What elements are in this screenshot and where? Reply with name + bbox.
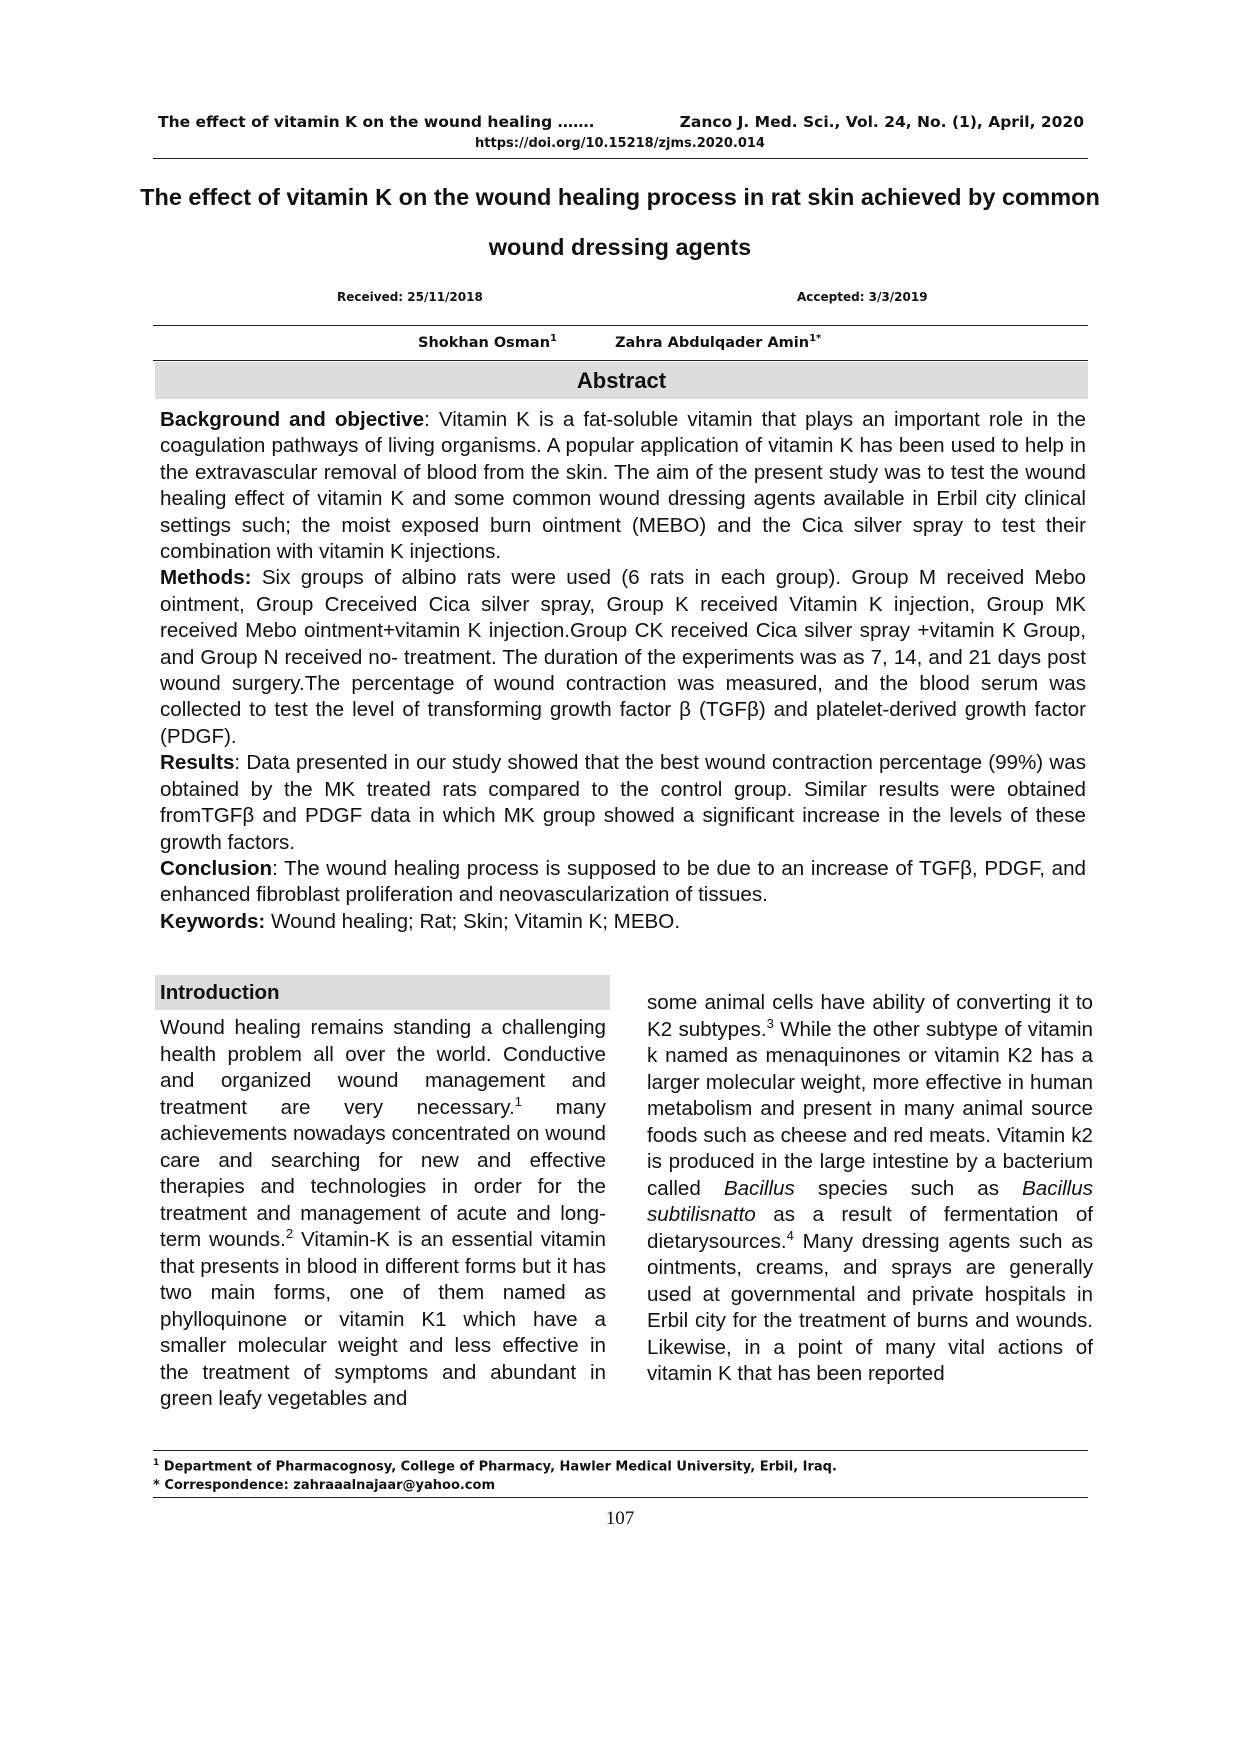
intro-text: Many dressing agents such as ointments, creams, and sprays are generally used at governmental and private hospitals in Erbil city for the treatment of burns and wounds. Likewise, in a point of many vital actions of vitamin K that has been reported [647,1229,1093,1385]
authors-divider-top [153,325,1088,326]
abstract-conclusion [160,856,1086,909]
abstract-keywords [160,909,1086,935]
correspondence-footnote[interactable]: * Correspondence: zahraaalnajaar@yahoo.com [153,1478,495,1494]
abstract-results-text: : Data presented in our study showed that the best wound contraction percentage (99%) was obtained by the MK treated rats compared to the control group. Similar results were obtained fromTGFβ and PDGF data in which MK group showed a significant increase in the levels of these growth factors. [160,751,1086,854]
intro-text: as a result of fermentation of dietarysources. [647,1203,1093,1253]
species-name: Bacillus [723,1176,795,1200]
introduction-column-right [647,990,1093,1388]
abstract-background [160,407,1086,565]
abstract-methods-label: Methods: [160,566,252,590]
footnotes [153,1454,1088,1495]
citation-ref[interactable]: 1 [514,1093,522,1109]
citation-ref[interactable]: 2 [285,1226,294,1242]
citation-ref[interactable]: 4 [786,1227,794,1243]
footnote-divider-top [153,1450,1088,1451]
affiliation-marker: 1 [153,1458,160,1468]
intro-text: While the other subtype of vitamin k named as menaquinones or vitamin K2 has a larger molecular weight, more effective in human metabolism and present in many animal source foods such as cheese and red meats. Vitamin k2 is produced in the large intestine by a bacterium called [647,1017,1093,1200]
abstract-keywords-label: Keywords: [160,909,266,933]
abstract-background-text: : Vitamin K is a fat-soluble vitamin that plays an important role in the coagulation pathways of living organisms. A popular application of vitamin K has been used to help in the extravascular removal of blood from the skin. The aim of the present study was to test the wound healing effect of vitamin K and some common wound dressing agents available in Erbil city clinical settings such; the moist exposed burn ointment (MEBO) and the Cica silver spray to test their combination with vitamin K injections. [160,408,1086,564]
species-name: Bacillus subtilisnatto [647,1176,1093,1226]
abstract-conclusion-label: Conclusion [160,856,273,880]
header-divider [153,158,1088,159]
intro-text: species such as [794,1176,1023,1200]
doi-link[interactable]: https://doi.org/10.15218/zjms.2020.014 [475,136,765,151]
abstract-conclusion-text: : The wound healing process is supposed to be due to an increase of TGFβ, PDGF, and enhanced fibroblast proliferation and neovascularization of tissues. [160,856,1086,907]
footnote-divider-bottom [153,1497,1088,1498]
citation-ref[interactable]: 3 [766,1015,774,1031]
affiliation-text: Department of Pharmacognosy, College of Pharmacy, Hawler Medical University, Erbil, Iraq. [159,1459,837,1475]
abstract-background-label: Background and objective [160,408,425,431]
page-number: 107 [605,1508,635,1529]
paper-title: The effect of vitamin K on the wound healing process in rat skin achieved by common wound dressing agents [140,184,1100,260]
authors-divider-bottom [153,360,1088,361]
author-affiliation-marker: 1 [550,333,557,344]
running-title: The effect of vitamin K on the wound healing ……. [158,113,595,131]
abstract-methods-text: Six groups of albino rats were used (6 rats in each group). Group M received Mebo ointment, Group Creceived Cica silver spray, Group K received Vitamin K injection, Group MK received Mebo ointment+vitamin K injection.Group CK received Cica silver spray +vitamin K Group, and Group N received no- treatment. The duration of the experiments was as 7, 14, and 21 days post wound surgery.The percentage of wound contraction was measured, and the blood serum was collected to test the level of transforming growth factor β (TGFβ) and platelet-derived growth factor (PDGF). [160,566,1086,748]
journal-citation: Zanco J. Med. Sci., Vol. 24, No. (1), April, 2020 [679,113,1084,131]
author-1 [418,333,557,351]
intro-text: Wound healing remains standing a challenging health problem all over the world. Conductive and organized wound management and treatment are very necessary. [160,1016,606,1119]
abstract-heading: Abstract [155,362,1088,399]
abstract-body [160,407,1086,935]
intro-text: many achievements nowadays concentrated on wound care and searching for new and effective therapies and technologies in order for the treatment and management of acute and long-term wounds. [160,1095,606,1251]
intro-text: Vitamin-K is an essential vitamin that presents in blood in different forms but it has two main forms, one of them named as phylloquinone or vitamin K1 which have a smaller molecular weight and less effective in the treatment of symptoms and abundant in green leafy vegetables and [160,1228,606,1410]
abstract-results-label: Results [160,751,235,775]
abstract-keywords-text: Wound healing; Rat; Skin; Vitamin K; MEBO. [265,909,681,933]
introduction-column-left [160,1015,606,1413]
accepted-date: Accepted: 3/3/2019 [797,290,928,304]
author-name: Zahra Abdulqader Amin [615,334,810,351]
author-affiliation-marker: 1* [809,333,822,344]
introduction-heading: Introduction [155,975,610,1010]
intro-text: some animal cells have ability of converting it to K2 subtypes. [647,991,1093,1041]
affiliation-footnote [153,1454,1088,1476]
author-2 [615,333,821,351]
abstract-results [160,750,1086,856]
abstract-methods [160,565,1086,750]
author-name: Shokhan Osman [418,334,551,351]
received-date: Received: 25/11/2018 [337,290,483,304]
